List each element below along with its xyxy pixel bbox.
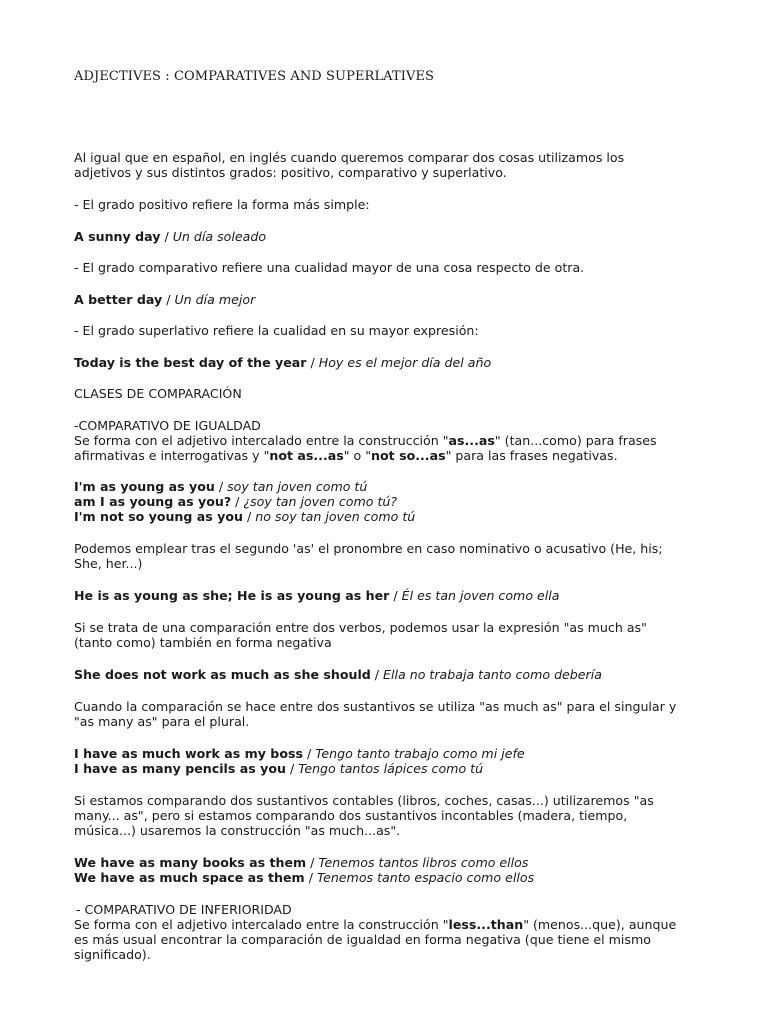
equality-heading: -COMPARATIVO DE IGUALDAD — [74, 418, 261, 433]
example-english: He is as young as she; He is as young as her — [74, 588, 390, 603]
example-line — [74, 761, 714, 776]
text: afirmativas e interrogativas y " — [74, 448, 270, 463]
text: " para las frases negativas. — [445, 448, 618, 463]
example-spanish: Hoy es el mejor día del año — [318, 355, 492, 370]
classes-heading: CLASES DE COMPARACIÓN — [74, 386, 242, 401]
intro-line-1: Al igual que en español, en inglés cuando queremos comparar dos cosas utilizamos los — [74, 150, 625, 165]
example-spanish: Un día mejor — [174, 292, 256, 307]
superlative-example — [74, 355, 714, 370]
separator: / — [370, 667, 384, 682]
separator: / — [285, 761, 299, 776]
pronoun-line-2: She, her...) — [74, 556, 143, 571]
example-english: am I as young as you? — [74, 494, 232, 509]
example-spanish: no soy tan joven como tú — [255, 509, 416, 524]
pronoun-line-1: Podemos emplear tras el segundo 'as' el pronombre en caso nominativo o acusativo (He, his; — [74, 541, 663, 556]
example-english: I'm not so young as you — [74, 509, 244, 524]
comparative-example — [74, 292, 714, 307]
example-spanish: Tenemos tantos libros como ellos — [318, 855, 529, 870]
example-spanish: Ella no trabaja tanto como debería — [383, 667, 602, 682]
inferiority-line-2: es más usual encontrar la comparación de igualdad en forma negativa (que tiene el mismo — [74, 932, 651, 947]
separator: / — [306, 855, 319, 870]
positive-example — [74, 229, 714, 244]
equality-paragraph-line-1 — [74, 433, 714, 448]
text: " (tan...como) para frases — [494, 433, 657, 448]
text: Se forma con el adjetivo intercalado entre la construcción " — [74, 433, 449, 448]
text: " o " — [343, 448, 372, 463]
example-english: A better day — [74, 292, 163, 307]
verbs-line-1: Si se trata de una comparación entre dos verbos, podemos usar la expresión "as much as" — [74, 620, 647, 635]
intro-line-2: adjetivos y sus distintos grados: positivo, comparativo y superlativo. — [74, 165, 507, 180]
separator: / — [231, 494, 244, 509]
separator: / — [214, 479, 228, 494]
example-line — [74, 855, 714, 870]
example-english: A sunny day — [74, 229, 161, 244]
separator: / — [304, 870, 317, 885]
text: Se forma con el adjetivo intercalado entre la construcción " — [74, 917, 449, 932]
separator: / — [243, 509, 256, 524]
example-english: I have as much work as my boss — [74, 746, 303, 761]
equality-paragraph-line-2 — [74, 448, 714, 463]
separator: / — [306, 355, 319, 370]
example-spanish: Tengo tanto trabajo como mi jefe — [315, 746, 525, 761]
nouns-line-1: Cuando la comparación se hace entre dos sustantivos se utiliza "as much as" para el singular y — [74, 699, 677, 714]
example-spanish: Tengo tantos lápices como tú — [298, 761, 484, 776]
example-english: She does not work as much as she should — [74, 667, 371, 682]
count-line-1: Si estamos comparando dos sustantivos contables (libros, coches, casas...) utilizaremos "as — [74, 793, 654, 808]
example-english: I have as many pencils as you — [74, 761, 286, 776]
example-line — [74, 509, 714, 524]
example-spanish: soy tan joven como tú — [227, 479, 368, 494]
example-spanish: Un día soleado — [172, 229, 267, 244]
inferiority-line-1 — [74, 917, 714, 932]
pronoun-example — [74, 588, 714, 603]
example-english: Today is the best day of the year — [74, 355, 307, 370]
text: " (menos...que), aunque — [523, 917, 677, 932]
superlative-description: - El grado superlativo refiere la cualidad en su mayor expresión: — [74, 323, 479, 338]
keyword: not as...as — [269, 448, 344, 463]
example-spanish: ¿soy tan joven como tú? — [243, 494, 398, 509]
nouns-line-2: "as many as" para el plural. — [74, 714, 250, 729]
document-title: ADJECTIVES : COMPARATIVES AND SUPERLATIVES — [74, 69, 435, 84]
verbs-line-2: (tanto como) también en forma negativa — [74, 635, 332, 650]
example-spanish: Tenemos tanto espacio como ellos — [316, 870, 535, 885]
example-english: We have as many books as them — [74, 855, 307, 870]
document-body — [74, 150, 714, 962]
verbs-example — [74, 667, 714, 682]
example-spanish: Él es tan joven como ella — [401, 588, 560, 603]
keyword: as...as — [448, 433, 495, 448]
inferiority-line-3: significado). — [74, 947, 151, 962]
keyword: not so...as — [371, 448, 446, 463]
example-english: We have as much space as them — [74, 870, 305, 885]
comparative-description: - El grado comparativo refiere una cualidad mayor de una cosa respecto de otra. — [74, 260, 585, 275]
count-line-3: música...) usaremos la construcción "as much...as". — [74, 823, 401, 838]
example-line — [74, 746, 714, 761]
example-line — [74, 494, 714, 509]
inferiority-heading: - COMPARATIVO DE INFERIORIDAD — [76, 902, 292, 917]
example-line — [74, 870, 714, 885]
positive-description: - El grado positivo refiere la forma más simple: — [74, 197, 370, 212]
separator: / — [302, 746, 316, 761]
example-line — [74, 479, 714, 494]
separator: / — [162, 292, 175, 307]
separator: / — [389, 588, 402, 603]
count-line-2: many... as", pero si estamos comparando dos sustantivos incontables (madera, tiempo, — [74, 808, 628, 823]
separator: / — [160, 229, 173, 244]
keyword: less...than — [448, 917, 524, 932]
example-english: I'm as young as you — [74, 479, 215, 494]
